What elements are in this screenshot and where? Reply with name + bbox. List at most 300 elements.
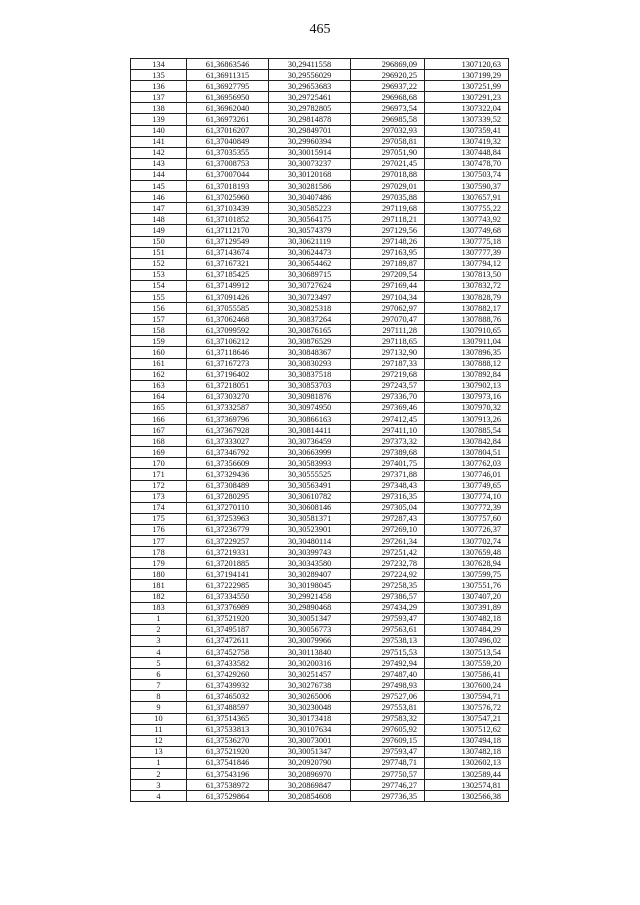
longitude-cell: 30,30120168: [269, 169, 351, 180]
y-coordinate-cell: 1307600,24: [425, 680, 509, 691]
longitude-cell: 30,30981876: [269, 391, 351, 402]
point-number-cell: 173: [131, 491, 187, 502]
longitude-cell: 30,30200316: [269, 658, 351, 669]
table-row: [131, 591, 509, 602]
x-coordinate-cell: 297269,10: [351, 524, 425, 535]
latitude-cell: 61,37541846: [187, 757, 269, 768]
x-coordinate-cell: 297029,01: [351, 181, 425, 192]
point-number-cell: 161: [131, 358, 187, 369]
point-number-cell: 176: [131, 524, 187, 535]
table-row: [131, 691, 509, 702]
longitude-cell: 30,30276738: [269, 680, 351, 691]
latitude-cell: 61,37472611: [187, 635, 269, 646]
latitude-cell: 61,37280295: [187, 491, 269, 502]
table-row: [131, 147, 509, 158]
x-coordinate-cell: 297070,47: [351, 314, 425, 325]
longitude-cell: 30,30848367: [269, 347, 351, 358]
longitude-cell: 30,30853703: [269, 380, 351, 391]
y-coordinate-cell: 1307594,71: [425, 691, 509, 702]
table-row: [131, 214, 509, 225]
table-row: [131, 680, 509, 691]
longitude-cell: 30,29411558: [269, 59, 351, 70]
table-row: [131, 314, 509, 325]
x-coordinate-cell: 297189,87: [351, 258, 425, 269]
table-row: [131, 92, 509, 103]
y-coordinate-cell: 1307251,99: [425, 81, 509, 92]
x-coordinate-cell: 297593,47: [351, 613, 425, 624]
longitude-cell: 30,30689715: [269, 269, 351, 280]
point-number-cell: 162: [131, 369, 187, 380]
table-row: [131, 569, 509, 580]
x-coordinate-cell: 297129,56: [351, 225, 425, 236]
longitude-cell: 30,30173418: [269, 713, 351, 724]
latitude-cell: 61,37007044: [187, 169, 269, 180]
x-coordinate-cell: 297316,35: [351, 491, 425, 502]
table-row: [131, 735, 509, 746]
point-number-cell: 153: [131, 269, 187, 280]
latitude-cell: 61,37533813: [187, 724, 269, 735]
y-coordinate-cell: 1307547,21: [425, 713, 509, 724]
point-number-cell: 7: [131, 680, 187, 691]
table-row: [131, 491, 509, 502]
table-row: [131, 347, 509, 358]
table-row: [131, 658, 509, 669]
y-coordinate-cell: 1307902,13: [425, 380, 509, 391]
y-coordinate-cell: 1307559,20: [425, 658, 509, 669]
table-row: [131, 702, 509, 713]
y-coordinate-cell: 1307743,92: [425, 214, 509, 225]
table-row: [131, 425, 509, 436]
longitude-cell: 30,20854608: [269, 791, 351, 802]
y-coordinate-cell: 1302589,44: [425, 769, 509, 780]
y-coordinate-cell: 1307482,18: [425, 613, 509, 624]
point-number-cell: 163: [131, 380, 187, 391]
latitude-cell: 61,37367928: [187, 425, 269, 436]
table-row: [131, 203, 509, 214]
x-coordinate-cell: 297132,90: [351, 347, 425, 358]
point-number-cell: 183: [131, 602, 187, 613]
latitude-cell: 61,37194141: [187, 569, 269, 580]
point-number-cell: 157: [131, 314, 187, 325]
latitude-cell: 61,36863546: [187, 59, 269, 70]
point-number-cell: 141: [131, 136, 187, 147]
point-number-cell: 171: [131, 469, 187, 480]
point-number-cell: 4: [131, 791, 187, 802]
y-coordinate-cell: 1307892,84: [425, 369, 509, 380]
longitude-cell: 30,29556029: [269, 70, 351, 81]
longitude-cell: 30,30051347: [269, 613, 351, 624]
latitude-cell: 61,37538972: [187, 780, 269, 791]
longitude-cell: 30,30825318: [269, 303, 351, 314]
table-row: [131, 59, 509, 70]
point-number-cell: 146: [131, 192, 187, 203]
point-number-cell: 181: [131, 580, 187, 591]
y-coordinate-cell: 1307746,01: [425, 469, 509, 480]
table-row: [131, 558, 509, 569]
longitude-cell: 30,30621119: [269, 236, 351, 247]
longitude-cell: 30,30407486: [269, 192, 351, 203]
longitude-cell: 30,30583993: [269, 458, 351, 469]
x-coordinate-cell: 297261,34: [351, 536, 425, 547]
table-row: [131, 769, 509, 780]
longitude-cell: 30,30056773: [269, 624, 351, 635]
x-coordinate-cell: 297148,26: [351, 236, 425, 247]
y-coordinate-cell: 1307910,65: [425, 325, 509, 336]
x-coordinate-cell: 297373,32: [351, 436, 425, 447]
x-coordinate-cell: 297386,57: [351, 591, 425, 602]
longitude-cell: 30,30343580: [269, 558, 351, 569]
table-row: [131, 724, 509, 735]
table-row: [131, 158, 509, 169]
latitude-cell: 61,37529864: [187, 791, 269, 802]
latitude-cell: 61,37433582: [187, 658, 269, 669]
x-coordinate-cell: 297434,29: [351, 602, 425, 613]
table-row: [131, 192, 509, 203]
y-coordinate-cell: 1307777,39: [425, 247, 509, 258]
x-coordinate-cell: 297563,61: [351, 624, 425, 635]
y-coordinate-cell: 1307407,20: [425, 591, 509, 602]
y-coordinate-cell: 1307419,32: [425, 136, 509, 147]
longitude-cell: 30,29960394: [269, 136, 351, 147]
latitude-cell: 61,37376989: [187, 602, 269, 613]
latitude-cell: 61,37218051: [187, 380, 269, 391]
point-number-cell: 165: [131, 402, 187, 413]
longitude-cell: 30,30289407: [269, 569, 351, 580]
point-number-cell: 8: [131, 691, 187, 702]
table-row: [131, 369, 509, 380]
longitude-cell: 30,29814878: [269, 114, 351, 125]
longitude-cell: 30,30230048: [269, 702, 351, 713]
table-row: [131, 358, 509, 369]
table-row: [131, 402, 509, 413]
point-number-cell: 167: [131, 425, 187, 436]
point-number-cell: 143: [131, 158, 187, 169]
y-coordinate-cell: 1307291,23: [425, 92, 509, 103]
longitude-cell: 30,30113840: [269, 646, 351, 657]
longitude-cell: 30,30564175: [269, 214, 351, 225]
table-row: [131, 70, 509, 81]
longitude-cell: 30,30654462: [269, 258, 351, 269]
y-coordinate-cell: 1307120,63: [425, 59, 509, 70]
longitude-cell: 30,30837264: [269, 314, 351, 325]
latitude-cell: 61,37219331: [187, 547, 269, 558]
x-coordinate-cell: 297104,34: [351, 291, 425, 302]
x-coordinate-cell: 297118,65: [351, 336, 425, 347]
table-row: [131, 613, 509, 624]
x-coordinate-cell: 297169,44: [351, 280, 425, 291]
x-coordinate-cell: 297492,94: [351, 658, 425, 669]
point-number-cell: 9: [131, 702, 187, 713]
x-coordinate-cell: 296869,09: [351, 59, 425, 70]
y-coordinate-cell: 1307913,26: [425, 414, 509, 425]
table-row: [131, 580, 509, 591]
latitude-cell: 61,36973261: [187, 114, 269, 125]
x-coordinate-cell: 297348,43: [351, 480, 425, 491]
x-coordinate-cell: 297412,45: [351, 414, 425, 425]
latitude-cell: 61,37222985: [187, 580, 269, 591]
y-coordinate-cell: 1307970,32: [425, 402, 509, 413]
x-coordinate-cell: 297748,71: [351, 757, 425, 768]
x-coordinate-cell: 297251,42: [351, 547, 425, 558]
x-coordinate-cell: 296985,58: [351, 114, 425, 125]
y-coordinate-cell: 1307496,02: [425, 635, 509, 646]
table-row: [131, 524, 509, 535]
longitude-cell: 30,30073001: [269, 735, 351, 746]
longitude-cell: 30,30723497: [269, 291, 351, 302]
latitude-cell: 61,36962040: [187, 103, 269, 114]
x-coordinate-cell: 297515,53: [351, 646, 425, 657]
point-number-cell: 144: [131, 169, 187, 180]
y-coordinate-cell: 1307484,29: [425, 624, 509, 635]
longitude-cell: 30,30107634: [269, 724, 351, 735]
y-coordinate-cell: 1307896,35: [425, 347, 509, 358]
y-coordinate-cell: 1307659,48: [425, 547, 509, 558]
x-coordinate-cell: 297232,78: [351, 558, 425, 569]
x-coordinate-cell: 297032,93: [351, 125, 425, 136]
longitude-cell: 30,30563491: [269, 480, 351, 491]
longitude-cell: 30,30251457: [269, 669, 351, 680]
latitude-cell: 61,37103439: [187, 203, 269, 214]
point-number-cell: 1: [131, 757, 187, 768]
longitude-cell: 30,30876165: [269, 325, 351, 336]
latitude-cell: 61,37201885: [187, 558, 269, 569]
y-coordinate-cell: 1307322,04: [425, 103, 509, 114]
longitude-cell: 30,20896970: [269, 769, 351, 780]
table-row: [131, 746, 509, 757]
latitude-cell: 61,37308489: [187, 480, 269, 491]
table-row: [131, 247, 509, 258]
point-number-cell: 155: [131, 291, 187, 302]
y-coordinate-cell: 1307503,74: [425, 169, 509, 180]
x-coordinate-cell: 297224,92: [351, 569, 425, 580]
longitude-cell: 30,30663999: [269, 447, 351, 458]
y-coordinate-cell: 1307804,51: [425, 447, 509, 458]
point-number-cell: 178: [131, 547, 187, 558]
x-coordinate-cell: 297371,88: [351, 469, 425, 480]
table-row: [131, 269, 509, 280]
x-coordinate-cell: 297553,81: [351, 702, 425, 713]
point-number-cell: 174: [131, 502, 187, 513]
x-coordinate-cell: 296973,54: [351, 103, 425, 114]
latitude-cell: 61,37055585: [187, 303, 269, 314]
longitude-cell: 30,30523901: [269, 524, 351, 535]
table-row: [131, 513, 509, 524]
y-coordinate-cell: 1307551,76: [425, 580, 509, 591]
x-coordinate-cell: 297051,90: [351, 147, 425, 158]
x-coordinate-cell: 297258,35: [351, 580, 425, 591]
longitude-cell: 30,30837518: [269, 369, 351, 380]
longitude-cell: 30,30974950: [269, 402, 351, 413]
table-row: [131, 169, 509, 180]
point-number-cell: 158: [131, 325, 187, 336]
y-coordinate-cell: 1307757,60: [425, 513, 509, 524]
latitude-cell: 61,37334550: [187, 591, 269, 602]
point-number-cell: 156: [131, 303, 187, 314]
x-coordinate-cell: 296920,25: [351, 70, 425, 81]
latitude-cell: 61,37488597: [187, 702, 269, 713]
y-coordinate-cell: 1307513,54: [425, 646, 509, 657]
latitude-cell: 61,37099592: [187, 325, 269, 336]
latitude-cell: 61,37025960: [187, 192, 269, 203]
longitude-cell: 30,30727624: [269, 280, 351, 291]
x-coordinate-cell: 297243,57: [351, 380, 425, 391]
longitude-cell: 30,29653683: [269, 81, 351, 92]
y-coordinate-cell: 1307842,84: [425, 436, 509, 447]
y-coordinate-cell: 1307494,18: [425, 735, 509, 746]
longitude-cell: 30,30876529: [269, 336, 351, 347]
longitude-cell: 30,30015914: [269, 147, 351, 158]
point-number-cell: 12: [131, 735, 187, 746]
longitude-cell: 30,30814411: [269, 425, 351, 436]
y-coordinate-cell: 1307448,84: [425, 147, 509, 158]
y-coordinate-cell: 1307882,17: [425, 303, 509, 314]
y-coordinate-cell: 1307482,18: [425, 746, 509, 757]
y-coordinate-cell: 1302574,81: [425, 780, 509, 791]
latitude-cell: 61,37129549: [187, 236, 269, 247]
point-number-cell: 138: [131, 103, 187, 114]
y-coordinate-cell: 1307749,68: [425, 225, 509, 236]
longitude-cell: 30,30480114: [269, 536, 351, 547]
y-coordinate-cell: 1307339,52: [425, 114, 509, 125]
latitude-cell: 61,37452758: [187, 646, 269, 657]
longitude-cell: 30,30265006: [269, 691, 351, 702]
point-number-cell: 6: [131, 669, 187, 680]
point-number-cell: 152: [131, 258, 187, 269]
coordinates-table: [130, 58, 509, 802]
page-number: 465: [309, 22, 331, 37]
point-number-cell: 2: [131, 769, 187, 780]
y-coordinate-cell: 1307586,41: [425, 669, 509, 680]
point-number-cell: 13: [131, 746, 187, 757]
table-row: [131, 114, 509, 125]
table-row: [131, 414, 509, 425]
point-number-cell: 166: [131, 414, 187, 425]
point-number-cell: 149: [131, 225, 187, 236]
x-coordinate-cell: 297605,92: [351, 724, 425, 735]
point-number-cell: 154: [131, 280, 187, 291]
latitude-cell: 61,37333027: [187, 436, 269, 447]
latitude-cell: 61,37514365: [187, 713, 269, 724]
longitude-cell: 30,29849701: [269, 125, 351, 136]
longitude-cell: 30,30866163: [269, 414, 351, 425]
latitude-cell: 61,37270110: [187, 502, 269, 513]
x-coordinate-cell: 297111,28: [351, 325, 425, 336]
latitude-cell: 61,37346792: [187, 447, 269, 458]
longitude-cell: 30,29921458: [269, 591, 351, 602]
longitude-cell: 30,20869847: [269, 780, 351, 791]
latitude-cell: 61,37429260: [187, 669, 269, 680]
point-number-cell: 168: [131, 436, 187, 447]
point-number-cell: 179: [131, 558, 187, 569]
longitude-cell: 30,30281586: [269, 181, 351, 192]
point-number-cell: 164: [131, 391, 187, 402]
y-coordinate-cell: 1307657,91: [425, 192, 509, 203]
point-number-cell: 142: [131, 147, 187, 158]
latitude-cell: 61,37091426: [187, 291, 269, 302]
latitude-cell: 61,37329436: [187, 469, 269, 480]
x-coordinate-cell: 297336,70: [351, 391, 425, 402]
x-coordinate-cell: 297750,57: [351, 769, 425, 780]
y-coordinate-cell: 1307828,79: [425, 291, 509, 302]
latitude-cell: 61,37439932: [187, 680, 269, 691]
longitude-cell: 30,30555525: [269, 469, 351, 480]
point-number-cell: 175: [131, 513, 187, 524]
point-number-cell: 177: [131, 536, 187, 547]
longitude-cell: 30,30585223: [269, 203, 351, 214]
latitude-cell: 61,37369796: [187, 414, 269, 425]
coordinates-table-body: [131, 59, 509, 802]
x-coordinate-cell: 297487,40: [351, 669, 425, 680]
x-coordinate-cell: 297163,95: [351, 247, 425, 258]
x-coordinate-cell: 297035,88: [351, 192, 425, 203]
x-coordinate-cell: 297411,10: [351, 425, 425, 436]
point-number-cell: 148: [131, 214, 187, 225]
latitude-cell: 61,37018193: [187, 181, 269, 192]
longitude-cell: 30,30610782: [269, 491, 351, 502]
point-number-cell: 1: [131, 613, 187, 624]
point-number-cell: 137: [131, 92, 187, 103]
table-row: [131, 225, 509, 236]
point-number-cell: 139: [131, 114, 187, 125]
latitude-cell: 61,37229257: [187, 536, 269, 547]
x-coordinate-cell: 297369,46: [351, 402, 425, 413]
table-row: [131, 536, 509, 547]
point-number-cell: 11: [131, 724, 187, 735]
table-row: [131, 458, 509, 469]
x-coordinate-cell: 297018,88: [351, 169, 425, 180]
x-coordinate-cell: 297401,75: [351, 458, 425, 469]
x-coordinate-cell: 297736,35: [351, 791, 425, 802]
table-row: [131, 480, 509, 491]
latitude-cell: 61,36956950: [187, 92, 269, 103]
latitude-cell: 61,37196402: [187, 369, 269, 380]
x-coordinate-cell: 297389,68: [351, 447, 425, 458]
point-number-cell: 159: [131, 336, 187, 347]
latitude-cell: 61,37016207: [187, 125, 269, 136]
x-coordinate-cell: 297305,04: [351, 502, 425, 513]
point-number-cell: 5: [131, 658, 187, 669]
table-row: [131, 757, 509, 768]
latitude-cell: 61,37465032: [187, 691, 269, 702]
latitude-cell: 61,37253963: [187, 513, 269, 524]
longitude-cell: 30,29782805: [269, 103, 351, 114]
y-coordinate-cell: 1307576,72: [425, 702, 509, 713]
table-row: [131, 81, 509, 92]
point-number-cell: 2: [131, 624, 187, 635]
longitude-cell: 30,30581371: [269, 513, 351, 524]
point-number-cell: 136: [131, 81, 187, 92]
x-coordinate-cell: 297538,13: [351, 635, 425, 646]
table-row: [131, 136, 509, 147]
point-number-cell: 150: [131, 236, 187, 247]
table-row: [131, 325, 509, 336]
y-coordinate-cell: 1307774,10: [425, 491, 509, 502]
latitude-cell: 61,37040849: [187, 136, 269, 147]
x-coordinate-cell: 297209,54: [351, 269, 425, 280]
x-coordinate-cell: 297527,06: [351, 691, 425, 702]
longitude-cell: 30,30399743: [269, 547, 351, 558]
table-row: [131, 436, 509, 447]
table-row: [131, 303, 509, 314]
table-row: [131, 280, 509, 291]
point-number-cell: 160: [131, 347, 187, 358]
longitude-cell: 30,30624473: [269, 247, 351, 258]
y-coordinate-cell: 1307478,70: [425, 158, 509, 169]
latitude-cell: 61,37495187: [187, 624, 269, 635]
table-row: [131, 181, 509, 192]
table-row: [131, 380, 509, 391]
longitude-cell: 30,20920790: [269, 757, 351, 768]
